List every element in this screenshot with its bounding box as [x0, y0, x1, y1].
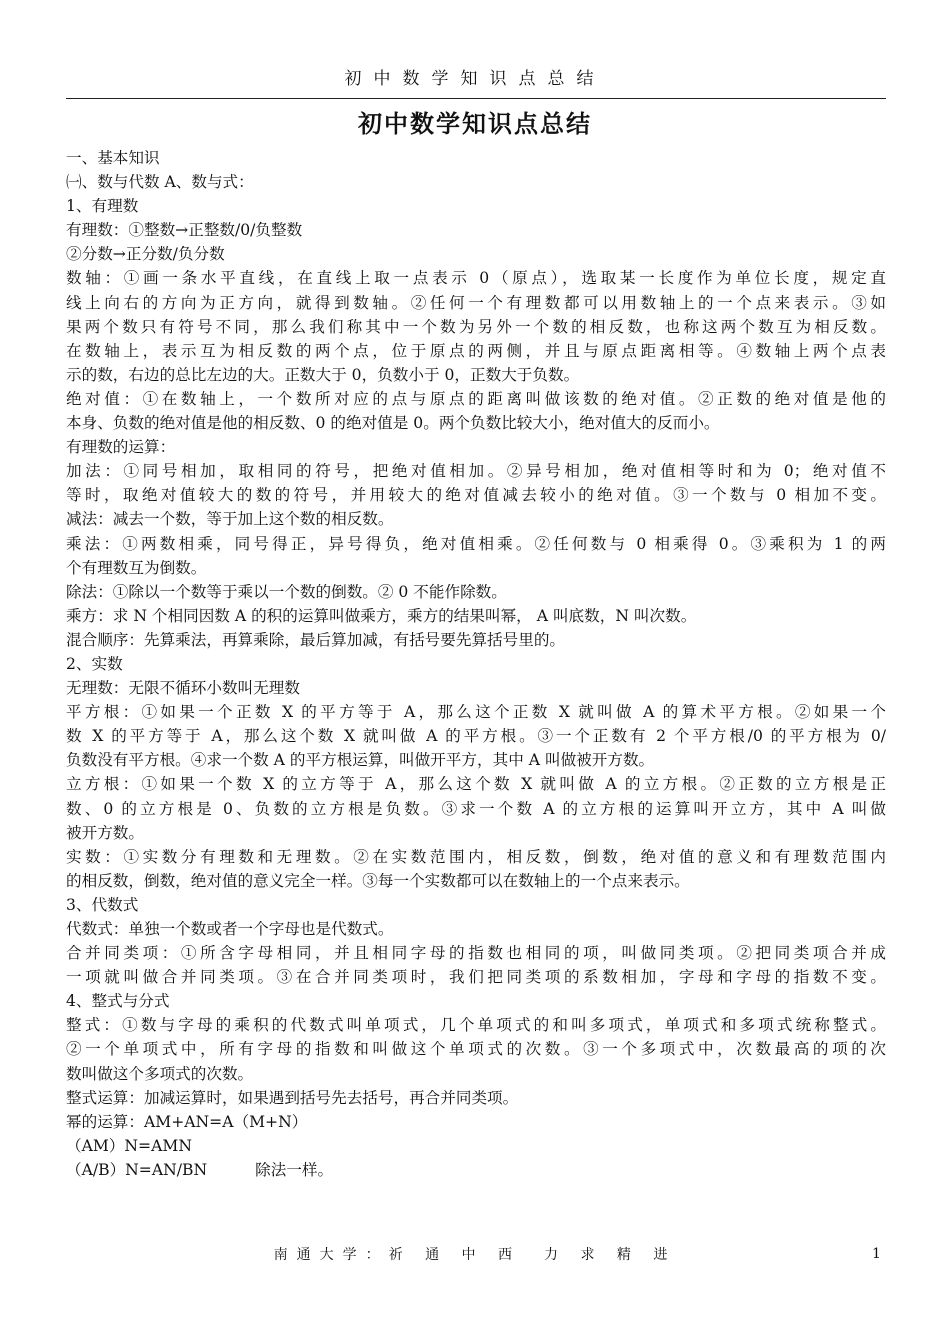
text-line: 数 X 的平方等于 A，那么这个数 X 就叫做 A 的平方根。③一个正数有 2 个平方根/0 的平方根为 0/ — [66, 727, 886, 746]
text-line: 个有理数互为倒数。 — [66, 558, 207, 577]
text-line: 1、有理数 — [66, 197, 139, 216]
running-header: 初中数学知识点总结 — [344, 69, 606, 89]
page-number: 1 — [872, 1246, 881, 1262]
header-rule — [66, 98, 886, 99]
text-line: 负数没有平方根。④求一个数 A 的平方根运算，叫做开平方，其中 A 叫做被开方数。 — [66, 751, 655, 770]
text-line: 乘法：①两数相乘，同号得正，异号得负，绝对值相乘。②任何数与 0 相乘得 0。③乘积为 1 的两 — [66, 534, 886, 553]
formula-note: 除法一样。 — [255, 1160, 334, 1179]
text-line: 2、实数 — [66, 654, 123, 673]
text-line: 无理数：无限不循环小数叫无理数 — [66, 679, 300, 698]
text-line: 一项就叫做合并同类项。③在合并同类项时，我们把同类项的系数相加，字母和字母的指数不变。 — [66, 968, 886, 987]
text-line — [66, 1158, 886, 1182]
text-line: 减法：减去一个数，等于加上这个数的相反数。 — [66, 510, 394, 529]
text-line: 一、基本知识 — [66, 149, 160, 167]
text-line: 数轴：①画一条水平直线，在直线上取一点表示 0（原点），选取某一长度作为单位长度，规定直 — [66, 269, 886, 288]
text-line: 加法：①同号相加，取相同的符号，把绝对值相加。②异号相加，绝对值相等时和为 0；绝对值不 — [66, 462, 886, 481]
text-line: 等时，取绝对值较大的数的符号，并用较大的绝对值减去较小的绝对值。③一个数与 0 相加不变。 — [66, 486, 886, 505]
text-line: 被开方数。 — [66, 823, 144, 842]
text-line: 有理数的运算： — [66, 438, 176, 457]
text-line: 4、整式与分式 — [66, 992, 170, 1011]
text-line: ㈠、数与代数 A、数与式： — [66, 173, 254, 192]
text-line: 除法：①除以一个数等于乘以一个数的倒数。② 0 不能作除数。 — [66, 582, 507, 601]
text-line: 代数式：单独一个数或者一个字母也是代数式。 — [66, 920, 394, 938]
text-line: 平方根：①如果一个正数 X 的平方等于 A，那么这个正数 X 就叫做 A 的算术平方根。②如果一个 — [66, 703, 886, 722]
text-line: 数、0 的立方根是 0、负数的立方根是负数。③求一个数 A 的立方根的运算叫开立方，其中 A 叫做 — [66, 799, 886, 818]
text-line: 数叫做这个多项式的次数。 — [66, 1064, 254, 1083]
document-title: 初中数学知识点总结 — [358, 109, 592, 138]
text-line: 整式运算：加减运算时，如果遇到括号先去括号，再合并同类项。 — [66, 1088, 519, 1107]
text-line: （AM）N=AMN — [66, 1136, 192, 1155]
text-line: 合并同类项：①所含字母相同，并且相同字母的指数也相同的项，叫做同类项。②把同类项合并成 — [66, 944, 886, 963]
text-line: ②一个单项式中，所有字母的指数和叫做这个单项式的次数。③一个多项式中，次数最高的项的次 — [66, 1040, 886, 1059]
text-line: 本身、负数的绝对值是他的相反数、0 的绝对值是 0。两个负数比较大小，绝对值大的反而小。 — [66, 414, 720, 433]
text-line: 示的数，右边的总比左边的大。正数大于 0，负数小于 0，正数大于负数。 — [66, 365, 580, 384]
text-line: 线上向右的方向为正方向，就得到数轴。②任何一个有理数都可以用数轴上的一个点来表示。③如 — [66, 293, 886, 312]
page-footer: 南通大学：祈 通 中 西 力 求 精 进 — [273, 1247, 677, 1263]
text-line: 立方根：①如果一个数 X 的立方等于 A，那么这个数 X 就叫做 A 的立方根。②正数的立方根是正 — [66, 775, 886, 794]
text-line: 混合顺序：先算乘法，再算乘除，最后算加减，有括号要先算括号里的。 — [66, 630, 566, 649]
formula-text: （A/B）N=AN/BN — [66, 1160, 208, 1179]
text-line: 在数轴上，表示互为相反数的两个点，位于原点的两侧，并且与原点距离相等。④数轴上两个点表 — [66, 341, 886, 360]
text-line: 幂的运算：AM+AN=A（M+N） — [66, 1112, 308, 1131]
text-line: 3、代数式 — [66, 895, 139, 914]
text-line: 果两个数只有符号不同，那么我们称其中一个数为另外一个数的相反数，也称这两个数互为相反数。 — [66, 317, 886, 336]
text-line: 的相反数，倒数，绝对值的意义完全一样。③每一个实数都可以在数轴上的一个点来表示。 — [66, 871, 690, 890]
text-line: 乘方：求 N 个相同因数 A 的积的运算叫做乘方，乘方的结果叫幂， A 叫底数，N 叫次数。 — [66, 606, 697, 625]
text-line: 绝对值：①在数轴上，一个数所对应的点与原点的距离叫做该数的绝对值。②正数的绝对值是他的 — [66, 389, 886, 408]
text-line: 有理数：①整数→正整数/0/负整数 — [66, 221, 303, 240]
text-line: ②分数→正分数/负分数 — [66, 245, 225, 264]
text-line: 实数：①实数分有理数和无理数。②在实数范围内，相反数，倒数，绝对值的意义和有理数范围内 — [66, 847, 886, 866]
text-line: 整式：①数与字母的乘积的代数式叫单项式，几个单项式的和叫多项式，单项式和多项式统称整式。 — [66, 1016, 886, 1035]
document-body — [66, 146, 886, 1182]
